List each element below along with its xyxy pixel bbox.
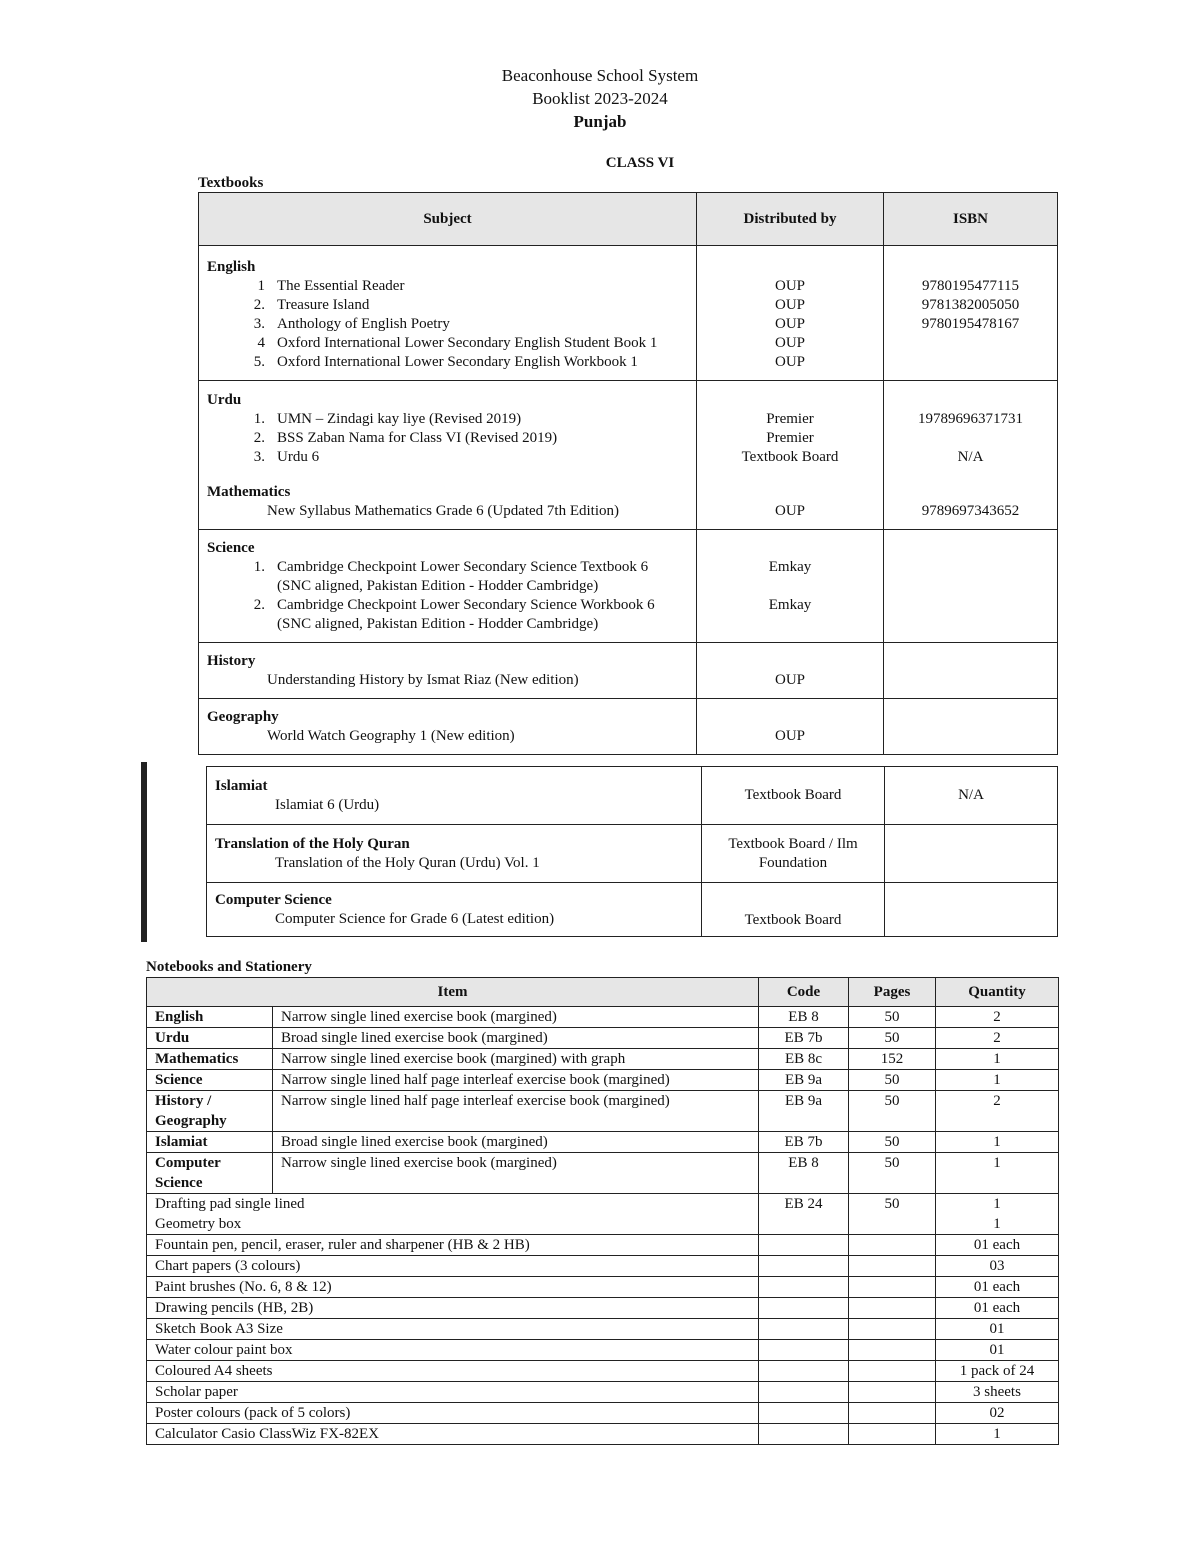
table-row xyxy=(147,1319,1059,1340)
item-pages: 50 xyxy=(849,1194,936,1235)
empty-cell xyxy=(849,1277,936,1298)
list-item: 3. Urdu 6 xyxy=(253,449,320,465)
distributor: Textbook Board xyxy=(741,449,839,465)
distributor: Premier xyxy=(766,430,814,446)
class-title: CLASS VI xyxy=(605,155,675,171)
item-name: Chart papers (3 colours) xyxy=(147,1256,759,1277)
table-row xyxy=(147,1070,1059,1091)
notebooks-table xyxy=(146,977,1059,1445)
empty-cell xyxy=(759,1277,849,1298)
distributor: Textbook Board xyxy=(702,767,885,825)
empty-cell xyxy=(759,1382,849,1403)
item-pages: 152 xyxy=(849,1049,936,1070)
table-row xyxy=(147,1235,1059,1256)
item-name: Narrow single lined exercise book (margined) xyxy=(273,1153,759,1194)
computer-heading: Computer Science xyxy=(215,891,332,908)
item-pages: 50 xyxy=(849,1091,936,1132)
distributor: OUP xyxy=(774,316,805,332)
change-bar xyxy=(141,762,147,942)
empty-cell xyxy=(759,1298,849,1319)
distributor: OUP xyxy=(774,297,805,313)
col-distributed-by: Distributed by xyxy=(697,193,884,246)
notebooks-label: Notebooks and Stationery xyxy=(146,959,312,975)
table-row xyxy=(147,1049,1059,1070)
geography-heading: Geography xyxy=(207,709,279,725)
item-code: EB 8 xyxy=(759,1153,849,1194)
isbn: 9789697343652 xyxy=(921,503,1020,519)
list-item: 1 The Essential Reader xyxy=(257,278,405,294)
table-row xyxy=(147,1091,1059,1132)
list-item: New Syllabus Mathematics Grade 6 (Updated 7th Edition) xyxy=(267,503,620,519)
col-isbn: ISBN xyxy=(884,193,1058,246)
urdu-mathematics-row xyxy=(199,381,1058,530)
item-name: Narrow single lined half page interleaf exercise book (margined) xyxy=(273,1091,759,1132)
row-subject: English xyxy=(147,1007,273,1028)
item-quantity: 1 xyxy=(936,1424,1059,1445)
distributor: OUP xyxy=(774,503,805,519)
history-row xyxy=(199,643,1058,699)
item-name: Poster colours (pack of 5 colors) xyxy=(147,1403,759,1424)
isbn: 19789696371731 xyxy=(918,411,1023,427)
urdu-heading: Urdu xyxy=(207,392,242,408)
item-name: Sketch Book A3 Size xyxy=(147,1319,759,1340)
document-header xyxy=(0,64,1200,133)
region-name: Punjab xyxy=(573,112,627,131)
table-row xyxy=(147,1194,1059,1235)
islamiat-heading: Islamiat xyxy=(215,777,268,794)
item-name: Coloured A4 sheets xyxy=(147,1361,759,1382)
item-name: Calculator Casio ClassWiz FX-82EX xyxy=(147,1424,759,1445)
empty-cell xyxy=(849,1361,936,1382)
item-quantity: 01 each xyxy=(936,1298,1059,1319)
empty-cell xyxy=(849,1235,936,1256)
table-row xyxy=(147,1132,1059,1153)
item-name: Water colour paint box xyxy=(147,1340,759,1361)
item-quantity: 1 xyxy=(993,1196,1001,1212)
item-code: EB 7b xyxy=(759,1132,849,1153)
item-quantity: 1 xyxy=(936,1049,1059,1070)
list-item: 2. BSS Zaban Nama for Class VI (Revised 2019) xyxy=(253,430,558,446)
list-item: Computer Science for Grade 6 (Latest edition) xyxy=(275,910,555,927)
item-quantity: 1 pack of 24 xyxy=(936,1361,1059,1382)
list-item: Understanding History by Ismat Riaz (New edition) xyxy=(267,672,579,688)
row-subject: Mathematics xyxy=(147,1049,273,1070)
distributor: OUP xyxy=(774,728,805,744)
row-subject: Science xyxy=(147,1070,273,1091)
item-name: Fountain pen, pencil, eraser, ruler and sharpener (HB & 2 HB) xyxy=(147,1235,759,1256)
empty-cell xyxy=(849,1424,936,1445)
col-code: Code xyxy=(759,978,849,1007)
item-code: EB 8c xyxy=(759,1049,849,1070)
row-subject: Islamiat xyxy=(147,1132,273,1153)
empty-cell xyxy=(849,1403,936,1424)
item-quantity: 03 xyxy=(936,1256,1059,1277)
table-row xyxy=(147,1340,1059,1361)
table-row xyxy=(147,1424,1059,1445)
item-quantity: 2 xyxy=(936,1028,1059,1049)
english-row xyxy=(199,246,1058,381)
item-name: Drawing pencils (HB, 2B) xyxy=(147,1298,759,1319)
textbooks-table-continued xyxy=(206,766,1058,937)
list-item: 4 Oxford International Lower Secondary English Student Book 1 xyxy=(257,335,658,351)
isbn: 9780195477115 xyxy=(922,278,1019,294)
distributor: OUP xyxy=(774,354,805,370)
table-row xyxy=(147,1153,1059,1194)
item-name: Drafting pad single lined xyxy=(155,1196,305,1212)
mathematics-heading: Mathematics xyxy=(207,484,291,500)
list-item: 2. Treasure Island xyxy=(253,297,370,313)
item-pages: 50 xyxy=(849,1028,936,1049)
item-quantity: 3 sheets xyxy=(936,1382,1059,1403)
table-row xyxy=(147,1277,1059,1298)
list-item: 3. Anthology of English Poetry xyxy=(253,316,450,332)
item-name: Geometry box xyxy=(155,1216,242,1232)
item-code: EB 24 xyxy=(759,1194,849,1235)
islamiat-row xyxy=(207,767,1058,825)
table-row xyxy=(147,1361,1059,1382)
empty-cell xyxy=(759,1424,849,1445)
empty-cell xyxy=(849,1298,936,1319)
distributor: Textbook Board xyxy=(702,883,885,937)
item-pages: 50 xyxy=(849,1153,936,1194)
isbn: N/A xyxy=(885,767,1058,825)
item-quantity: 01 xyxy=(936,1340,1059,1361)
item-name: Narrow single lined half page interleaf exercise book (margined) xyxy=(273,1070,759,1091)
table-row xyxy=(147,1007,1059,1028)
item-name: Broad single lined exercise book (margined) xyxy=(273,1028,759,1049)
item-quantity: 01 xyxy=(936,1319,1059,1340)
booklist-year: Booklist 2023-2024 xyxy=(532,89,668,108)
item-name: Narrow single lined exercise book (margined) with graph xyxy=(273,1049,759,1070)
distributor: Foundation xyxy=(758,854,828,871)
quran-row xyxy=(207,825,1058,883)
table-row xyxy=(147,1403,1059,1424)
table-row xyxy=(147,1256,1059,1277)
empty-cell xyxy=(759,1403,849,1424)
col-subject: Subject xyxy=(199,193,697,246)
list-item: 2. Cambridge Checkpoint Lower Secondary Science Workbook 6 (SNC aligned, Pakistan Edition - Hodder Cambridge) xyxy=(253,597,655,632)
textbooks-table xyxy=(198,192,1058,755)
col-pages: Pages xyxy=(849,978,936,1007)
col-quantity: Quantity xyxy=(936,978,1059,1007)
notebooks-header-row xyxy=(147,978,1059,1007)
empty-cell xyxy=(759,1340,849,1361)
textbooks-header-row xyxy=(199,193,1058,246)
empty-cell xyxy=(849,1340,936,1361)
item-name: Broad single lined exercise book (margined) xyxy=(273,1132,759,1153)
empty-cell xyxy=(759,1361,849,1382)
list-item: 1. UMN – Zindagi kay liye (Revised 2019) xyxy=(253,411,522,427)
item-code: EB 8 xyxy=(759,1007,849,1028)
item-quantity: 1 xyxy=(936,1132,1059,1153)
list-item: 5. Oxford International Lower Secondary English Workbook 1 xyxy=(253,354,638,370)
item-code: EB 9a xyxy=(759,1091,849,1132)
distributor: OUP xyxy=(774,672,805,688)
item-quantity: 1 xyxy=(993,1216,1001,1232)
item-quantity: 02 xyxy=(936,1403,1059,1424)
distributor: OUP xyxy=(774,278,805,294)
list-item: World Watch Geography 1 (New edition) xyxy=(267,728,515,744)
isbn: 9781382005050 xyxy=(921,297,1020,313)
school-name: Beaconhouse School System xyxy=(501,66,699,85)
empty-cell xyxy=(759,1319,849,1340)
science-heading: Science xyxy=(207,540,255,556)
computer-row xyxy=(207,883,1058,937)
row-subject: History / Geography xyxy=(147,1091,273,1132)
item-quantity: 01 each xyxy=(936,1277,1059,1298)
item-quantity: 2 xyxy=(936,1091,1059,1132)
item-quantity: 1 xyxy=(936,1153,1059,1194)
science-row xyxy=(199,530,1058,643)
item-code: EB 9a xyxy=(759,1070,849,1091)
empty-cell xyxy=(759,1235,849,1256)
empty-cell xyxy=(849,1256,936,1277)
item-quantity: 01 each xyxy=(936,1235,1059,1256)
distributor: Emkay xyxy=(768,559,812,575)
item-quantity: 2 xyxy=(936,1007,1059,1028)
table-row xyxy=(147,1382,1059,1403)
english-heading: English xyxy=(207,259,256,275)
item-name: Paint brushes (No. 6, 8 & 12) xyxy=(147,1277,759,1298)
col-item: Item xyxy=(147,978,759,1007)
list-item: Translation of the Holy Quran (Urdu) Vol. 1 xyxy=(275,854,540,871)
isbn: N/A xyxy=(957,449,984,465)
list-item: 1. Cambridge Checkpoint Lower Secondary Science Textbook 6 (SNC aligned, Pakistan Edition - Hodder Cambridge) xyxy=(253,559,649,594)
isbn: 9780195478167 xyxy=(921,316,1020,332)
item-pages: 50 xyxy=(849,1132,936,1153)
table-row xyxy=(147,1028,1059,1049)
distributor: OUP xyxy=(774,335,805,351)
item-quantity: 1 xyxy=(936,1070,1059,1091)
row-subject: Computer Science xyxy=(147,1153,273,1194)
table-row xyxy=(147,1298,1059,1319)
history-heading: History xyxy=(207,653,256,669)
row-subject: Urdu xyxy=(147,1028,273,1049)
item-name: Narrow single lined exercise book (margined) xyxy=(273,1007,759,1028)
quran-heading: Translation of the Holy Quran xyxy=(215,835,410,852)
empty-cell xyxy=(759,1256,849,1277)
item-code: EB 7b xyxy=(759,1028,849,1049)
empty-cell xyxy=(849,1382,936,1403)
item-pages: 50 xyxy=(849,1007,936,1028)
list-item: Islamiat 6 (Urdu) xyxy=(275,796,380,813)
textbooks-label: Textbooks xyxy=(198,175,264,191)
distributor: Emkay xyxy=(768,597,812,613)
distributor: Premier xyxy=(766,411,814,427)
item-name: Scholar paper xyxy=(147,1382,759,1403)
geography-row xyxy=(199,699,1058,755)
item-pages: 50 xyxy=(849,1070,936,1091)
distributor: Textbook Board / Ilm xyxy=(728,835,858,852)
empty-cell xyxy=(849,1319,936,1340)
